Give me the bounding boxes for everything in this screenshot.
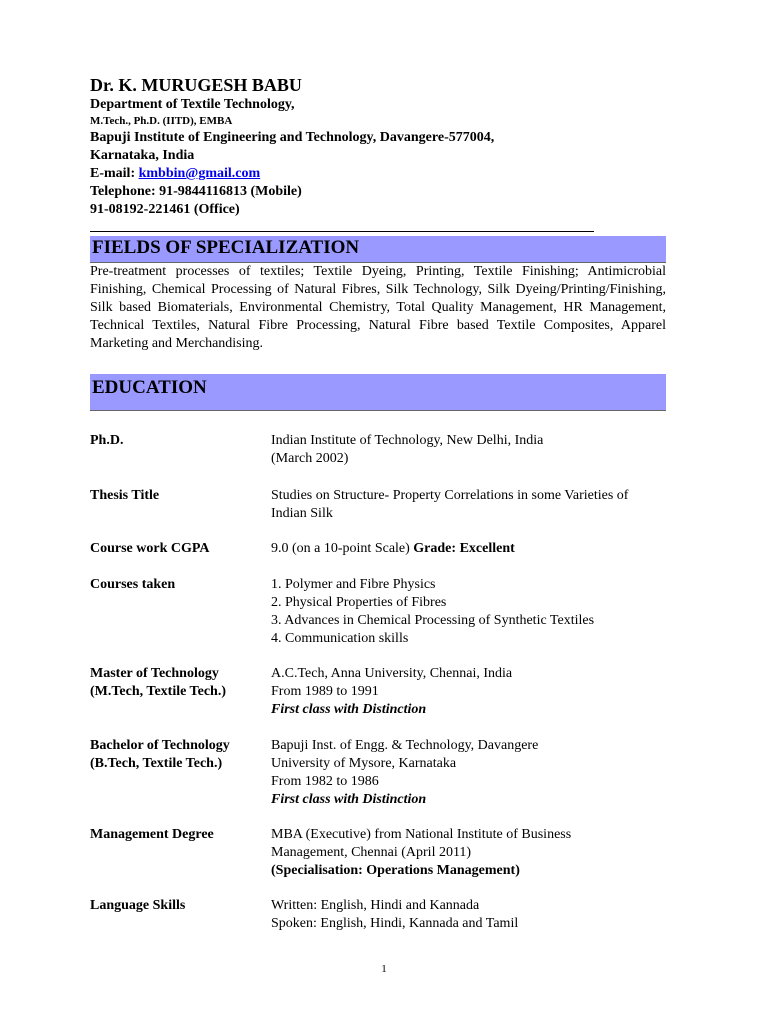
mtech-institution: A.C.Tech, Anna University, Chennai, India	[271, 666, 513, 681]
email-line	[90, 165, 690, 183]
email-label: E-mail:	[90, 166, 136, 181]
mtech-label	[90, 665, 265, 701]
fields-section-heading	[90, 236, 666, 262]
page-number: 1	[381, 963, 387, 975]
btech-value	[271, 737, 671, 809]
courses-list	[271, 576, 671, 648]
btech-years: From 1982 to 1986	[271, 774, 379, 789]
degrees: M.Tech., Ph.D. (IITD), EMBA	[90, 115, 233, 127]
mtech-class: First class with Distinction	[271, 702, 427, 717]
mtech-label-2: (M.Tech, Textile Tech.)	[90, 684, 226, 699]
education-section-title: EDUCATION	[92, 377, 207, 398]
header-divider	[90, 231, 594, 232]
language-written: Written: English, Hindi and Kannada	[271, 898, 480, 913]
office-phone: 91-08192-221461 (Office)	[90, 202, 240, 217]
cgpa-label: Course work CGPA	[90, 541, 210, 556]
phd-date: (March 2002)	[271, 451, 349, 466]
mtech-label-1: Master of Technology	[90, 666, 219, 681]
list-item: 1. Polymer and Fibre Physics	[271, 577, 436, 592]
phd-value	[271, 432, 671, 468]
fields-text: Pre-treatment processes of textiles; Textile Dyeing, Printing, Textile Finishing; Antimicrobial Finishing, Chemical Processing of Natural Fibres, Silk Technology, Silk Dyeing/Printing/Finishing, Silk based Biomaterials, Environmental Chemistry, Total Quality Management, HR Management, Technical Textiles, Natural Fibre Processing, Natural Fibre based Textile Composites, Apparel Marketing and Merchandising.	[90, 264, 666, 351]
courses-label: Courses taken	[90, 577, 176, 592]
section-underline	[90, 410, 666, 411]
language-value	[271, 897, 671, 933]
phd-institution: Indian Institute of Technology, New Delhi, India	[271, 433, 544, 448]
mba-value	[271, 826, 671, 880]
contact-header	[90, 74, 690, 219]
list-item: 3. Advances in Chemical Processing of Synthetic Textiles	[271, 613, 595, 628]
fields-section-title: FIELDS OF SPECIALIZATION	[92, 237, 360, 258]
thesis-label: Thesis Title	[90, 488, 160, 503]
btech-label	[90, 737, 265, 773]
btech-university: University of Mysore, Karnataka	[271, 756, 457, 771]
email-link[interactable]: kmbbin@gmail.com	[138, 166, 261, 181]
list-item: 4. Communication skills	[271, 631, 409, 646]
mba-label: Management Degree	[90, 827, 214, 842]
language-label: Language Skills	[90, 898, 186, 913]
phd-label: Ph.D.	[90, 433, 124, 448]
mtech-value	[271, 665, 671, 719]
cgpa-value	[271, 540, 671, 558]
mba-line-1: MBA (Executive) from National Institute of Business	[271, 827, 572, 842]
institute: Bapuji Institute of Engineering and Technology, Davangere-577004,	[90, 130, 495, 145]
list-item: 2. Physical Properties of Fibres	[271, 595, 447, 610]
mtech-years: From 1989 to 1991	[271, 684, 379, 699]
thesis-line-2: Indian Silk	[271, 506, 333, 521]
btech-label-1: Bachelor of Technology	[90, 738, 230, 753]
person-name: Dr. K. MURUGESH BABU	[90, 75, 302, 95]
btech-class: First class with Distinction	[271, 792, 427, 807]
department: Department of Textile Technology,	[90, 97, 295, 112]
thesis-line-1: Studies on Structure- Property Correlations in some Varieties of	[271, 488, 629, 503]
education-section-heading	[90, 374, 666, 410]
mba-line-2: Management, Chennai (April 2011)	[271, 845, 472, 860]
telephone: Telephone: 91-9844116813 (Mobile)	[90, 184, 302, 199]
state: Karnataka, India	[90, 148, 195, 163]
language-spoken: Spoken: English, Hindi, Kannada and Tamil	[271, 916, 519, 931]
cgpa-grade: Grade: Excellent	[413, 541, 515, 556]
btech-label-2: (B.Tech, Textile Tech.)	[90, 756, 223, 771]
btech-institution: Bapuji Inst. of Engg. & Technology, Davangere	[271, 738, 539, 753]
cgpa-score: 9.0 (on a 10-point Scale)	[271, 541, 410, 556]
mba-specialisation: (Specialisation: Operations Management)	[271, 863, 520, 878]
thesis-value	[271, 487, 671, 523]
